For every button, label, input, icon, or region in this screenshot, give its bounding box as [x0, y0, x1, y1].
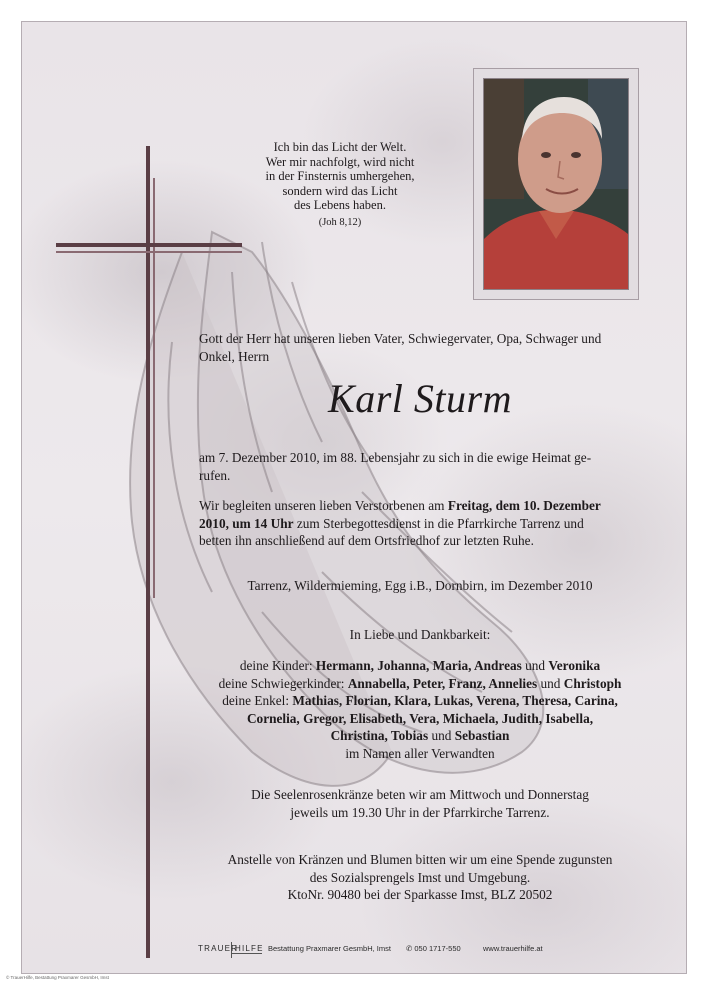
cross-vertical	[146, 146, 150, 958]
intro-line-1: Gott der Herr hat unseren lieben Vater, Schwiegervater, Opa, Schwager und	[199, 331, 602, 346]
intro-line-2: Onkel, Herrn	[199, 348, 270, 364]
funeral-details	[199, 497, 641, 550]
intro-text	[199, 330, 641, 365]
mourners-heading: In Liebe und Dankbarkeit:	[349, 627, 491, 642]
conjunction: und	[537, 675, 564, 691]
in-laws-label: deine Schwiegerkinder:	[218, 675, 348, 691]
death-line-1: am 7. Dezember 2010, im 88. Lebensjahr zu sich in die ewige Heimat ge-	[199, 450, 592, 465]
rosary-notice	[199, 786, 641, 821]
in-laws-line	[199, 675, 641, 693]
quote-line: des Lebens haben.	[294, 198, 386, 212]
grandchildren-line-3	[199, 727, 641, 745]
grandchildren-last: Sebastian	[454, 728, 510, 743]
logo-hilfe: HILFE	[235, 944, 264, 953]
funeral-line-3: betten ihn anschließend auf dem Ortsfriedhof zur letzten Ruhe.	[199, 533, 534, 548]
children-line	[199, 657, 641, 675]
portrait-photo	[483, 78, 629, 290]
cross-vertical-inner	[153, 178, 155, 598]
quote-reference: (Joh 8,12)	[318, 216, 362, 228]
mourners-closing: im Namen aller Verwandten	[345, 745, 495, 761]
death-notice	[199, 449, 641, 484]
quote-line: sondern wird das Licht	[282, 183, 398, 198]
in-laws-names: Annabella, Peter, Franz, Annelies	[347, 675, 538, 691]
funeral-line-2	[199, 515, 641, 533]
footer	[198, 942, 578, 956]
mourners-list	[199, 657, 641, 762]
children-names: Hermann, Johanna, Maria, Andreas	[315, 658, 522, 673]
company-name: Bestattung Praxmarer GesmbH, Imst	[268, 944, 391, 953]
grandchildren-line-2	[199, 710, 641, 728]
conjunction: und	[428, 728, 455, 743]
donation-line-3: KtoNr. 90480 bei der Sparkasse Imst, BLZ 20502	[287, 887, 553, 902]
rosary-line-2: jeweils um 19.30 Uhr in der Pfarrkirche Tarrenz.	[290, 804, 550, 820]
grandchildren-names: Mathias, Florian, Klara, Lukas, Verena, Theresa, Carina,	[292, 693, 618, 708]
website-link[interactable]: www.trauerhilfe.at	[483, 944, 543, 953]
donation-line-1: Anstelle von Kränzen und Blumen bitten wir um eine Spende zugunsten	[227, 852, 613, 867]
grandchildren-label: deine Enkel:	[222, 693, 293, 708]
donation-notice	[199, 851, 641, 904]
conjunction: und	[521, 658, 549, 673]
grandchildren-names: Christina, Tobias	[330, 728, 429, 743]
funeral-text: Wir begleiten unseren lieben Verstorbenen am	[199, 498, 448, 513]
death-line-2: rufen.	[199, 467, 231, 483]
bible-quote	[245, 140, 435, 230]
places-date: Tarrenz, Wildermieming, Egg i.B., Dornbirn, im Dezember 2010	[247, 578, 593, 593]
obituary-sheet	[21, 21, 687, 974]
children-last: Veronika	[548, 658, 601, 673]
funeral-date: Freitag, dem 10. Dezember	[447, 498, 601, 513]
children-label: deine Kinder:	[239, 658, 316, 673]
cross-horizontal-inner	[56, 251, 242, 253]
phone-number[interactable]: ✆ 050 1717-550	[406, 944, 461, 953]
copyright-note: © TrauerHilfe, Bestattung Praxmarer GesmbH, Imst	[6, 975, 109, 980]
quote-line: Ich bin das Licht der Welt.	[273, 140, 407, 154]
logo-underline	[231, 953, 262, 954]
funeral-line-1	[199, 497, 641, 515]
grandchildren-names: Cornelia, Gregor, Elisabeth, Vera, Michaela, Judith, Isabella,	[246, 710, 594, 726]
funeral-time: 2010, um 14 Uhr	[199, 515, 294, 531]
funeral-text: zum Sterbegottesdienst in die Pfarrkirche Tarrenz und	[293, 515, 584, 531]
rosary-line-1: Die Seelenrosenkränze beten wir am Mittwoch und Donnerstag	[251, 787, 589, 802]
in-laws-last: Christoph	[563, 675, 622, 691]
quote-line: in der Finsternis umhergehen,	[265, 169, 415, 183]
quote-line: Wer mir nachfolgt, wird nicht	[265, 154, 415, 169]
deceased-name: Karl Sturm	[328, 376, 512, 421]
grandchildren-line-1	[199, 692, 641, 710]
donation-line-2: des Sozialsprengels Imst und Umgebung.	[309, 869, 531, 885]
cross-horizontal	[56, 243, 242, 247]
logo-trauer: TRAUER	[198, 944, 239, 953]
